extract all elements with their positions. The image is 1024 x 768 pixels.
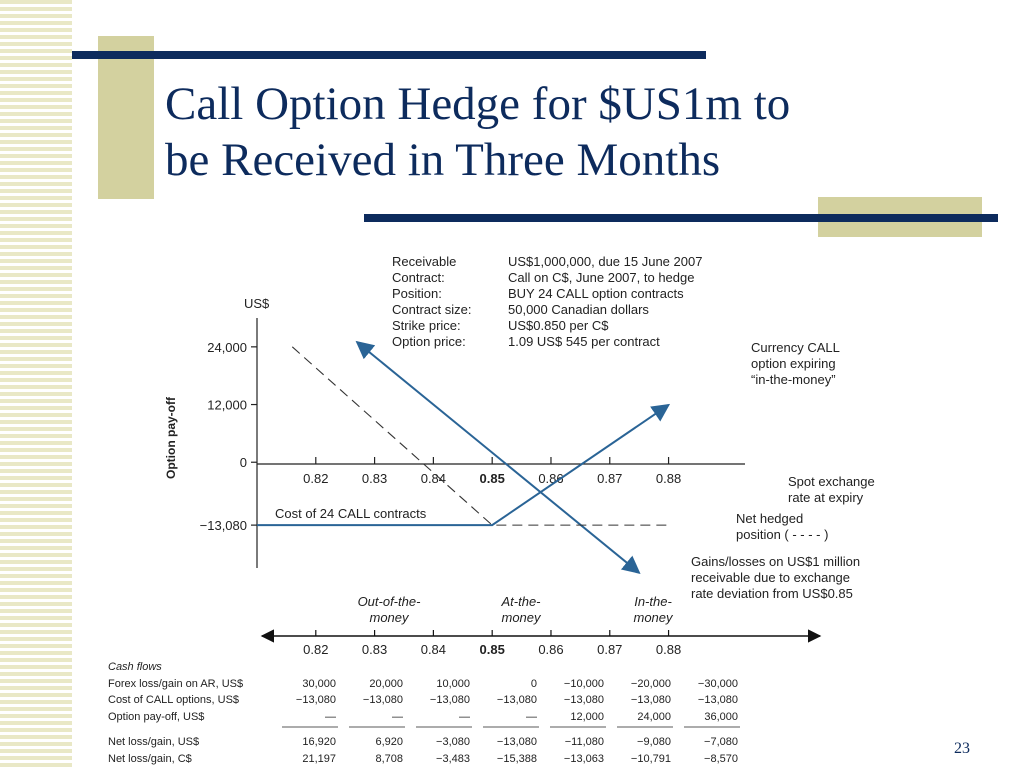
cash-cell: 20,000 [369,678,403,690]
call-label-line: “in-the-money” [751,372,836,387]
cash-cell: — [325,711,336,723]
cash-cell: −13,080 [563,694,604,706]
y-tick-label: 24,000 [207,339,247,355]
moneyness-tick-label: 0.82 [303,642,329,657]
cash-cell: −13,080 [295,694,336,706]
cash-cell: — [392,711,403,723]
moneyness-label-line: At-the- [501,594,541,609]
net-label-line: position ( - - - - ) [736,527,829,542]
info-label: Receivable [392,254,457,269]
moneyness-label-line: money [633,610,673,625]
cash-cell: −10,791 [630,753,671,765]
x-tick-label: 0.83 [361,471,388,486]
y-ticks [200,340,257,533]
cash-cell: 21,197 [302,753,336,765]
x-tick-label: 0.85 [479,471,505,486]
moneyness-label-line: In-the- [634,594,672,609]
info-value: US$0.850 per C$ [508,318,609,333]
info-value: US$1,000,000, due 15 June 2007 [508,254,703,269]
decorative-line-top [72,51,706,59]
cash-cell: −3,483 [436,753,470,765]
cash-cell: 8,708 [375,753,403,765]
cash-cell: −3,080 [436,736,470,748]
cash-cell: — [526,711,537,723]
cash-cell: −15,388 [496,753,537,765]
x-tick-label: 0.82 [303,471,329,486]
moneyness-labels [358,594,674,625]
cash-row-label: Forex loss/gain on AR, US$ [108,678,244,690]
moneyness-axis-ticks [303,630,681,657]
cash-row-label: Net loss/gain, C$ [108,753,192,765]
x-tick-label: 0.84 [420,471,447,486]
cash-cell: −8,570 [704,753,738,765]
cash-cell: −20,000 [630,678,671,690]
cash-cell: −30,000 [697,678,738,690]
slide-title [165,76,985,188]
cash-cell: −13,063 [563,753,604,765]
moneyness-label-line: money [501,610,541,625]
y-tick-label: 0 [239,455,247,471]
decorative-line-bottom [364,214,998,222]
cash-cell: −10,000 [563,678,604,690]
info-label: Position: [392,286,442,301]
decorative-stripe [0,0,72,768]
cash-cell: — [459,711,470,723]
x-axis-title-line-2: rate at expiry [788,490,864,505]
info-value: 1.09 US$ 545 per contract [508,334,660,349]
info-label: Contract size: [392,302,472,317]
moneyness-label-line: Out-of-the- [357,594,421,609]
cash-cell: −13,080 [429,694,470,706]
cash-cell: 0 [530,678,537,690]
x-tick-label: 0.88 [655,471,682,486]
call-label-line: Currency CALL [751,340,840,355]
moneyness-label-line: money [369,610,409,625]
series-line-net [292,347,668,525]
cash-cell: 10,000 [436,678,470,690]
contract-info [392,254,702,349]
cash-cell: 36,000 [704,711,738,723]
y-axis-title: Option pay-off [164,397,178,479]
cash-flow-table [108,661,740,765]
gains-label-line: receivable due to exchange [691,570,851,585]
x-tick-label: 0.86 [538,471,564,486]
series-line-receivable [357,342,639,573]
cash-cell: −7,080 [704,736,738,748]
page-number: 23 [954,740,970,757]
y-unit-label: US$ [244,296,270,311]
cash-cell: −13,080 [630,694,671,706]
cash-cell: 6,920 [375,736,403,748]
x-ticks [303,457,681,486]
call-label-line: option expiring [751,356,836,371]
cash-row-label: Net loss/gain, US$ [108,736,200,748]
cash-cell: 30,000 [302,678,336,690]
moneyness-tick-label: 0.83 [361,642,388,657]
cash-cell: −11,080 [564,736,604,748]
title-line-2: be Received in Three Months [165,134,721,186]
chart-series [257,342,669,573]
info-value: 50,000 Canadian dollars [508,302,649,317]
info-label: Contract: [392,270,445,285]
gains-label-line: Gains/losses on US$1 million [691,554,861,569]
y-tick-label: −13,080 [199,518,247,534]
moneyness-tick-label: 0.86 [538,642,564,657]
info-label: Option price: [392,334,466,349]
moneyness-tick-label: 0.84 [420,642,447,657]
cash-cell: −13,080 [496,694,537,706]
net-label-line: Net hedged [736,511,804,526]
moneyness-tick-label: 0.88 [655,642,682,657]
x-axis-title-line-1: Spot exchange [788,474,875,489]
cash-cell: −13,080 [496,736,537,748]
moneyness-tick-label: 0.87 [597,642,623,657]
cash-cell: −9,080 [637,736,671,748]
cost-label: Cost of 24 CALL contracts [275,506,427,521]
y-tick-label: 12,000 [207,397,247,413]
cash-row-label: Cost of CALL options, US$ [108,694,240,706]
moneyness-tick-label: 0.85 [479,642,505,657]
cash-cell: 16,920 [302,736,336,748]
gains-label-line: rate deviation from US$0.85 [691,586,853,601]
cash-row-label: Option pay-off, US$ [108,711,205,723]
cash-cell: −13,080 [697,694,738,706]
cash-flows-heading: Cash flows [108,661,162,673]
cash-cell: 24,000 [637,711,671,723]
info-label: Strike price: [392,318,461,333]
cash-cell: −13,080 [362,694,403,706]
cash-cell: 12,000 [570,711,604,723]
info-value: BUY 24 CALL option contracts [508,286,684,301]
info-value: Call on C$, June 2007, to hedge [508,270,695,285]
call-option-label [751,340,840,387]
gains-losses-label [691,554,860,601]
x-tick-label: 0.87 [597,471,623,486]
decorative-block-left [98,36,154,199]
net-hedged-label [736,511,828,542]
call-option-chart [100,240,900,768]
title-line-1: Call Option Hedge for $US1m to [165,78,791,130]
